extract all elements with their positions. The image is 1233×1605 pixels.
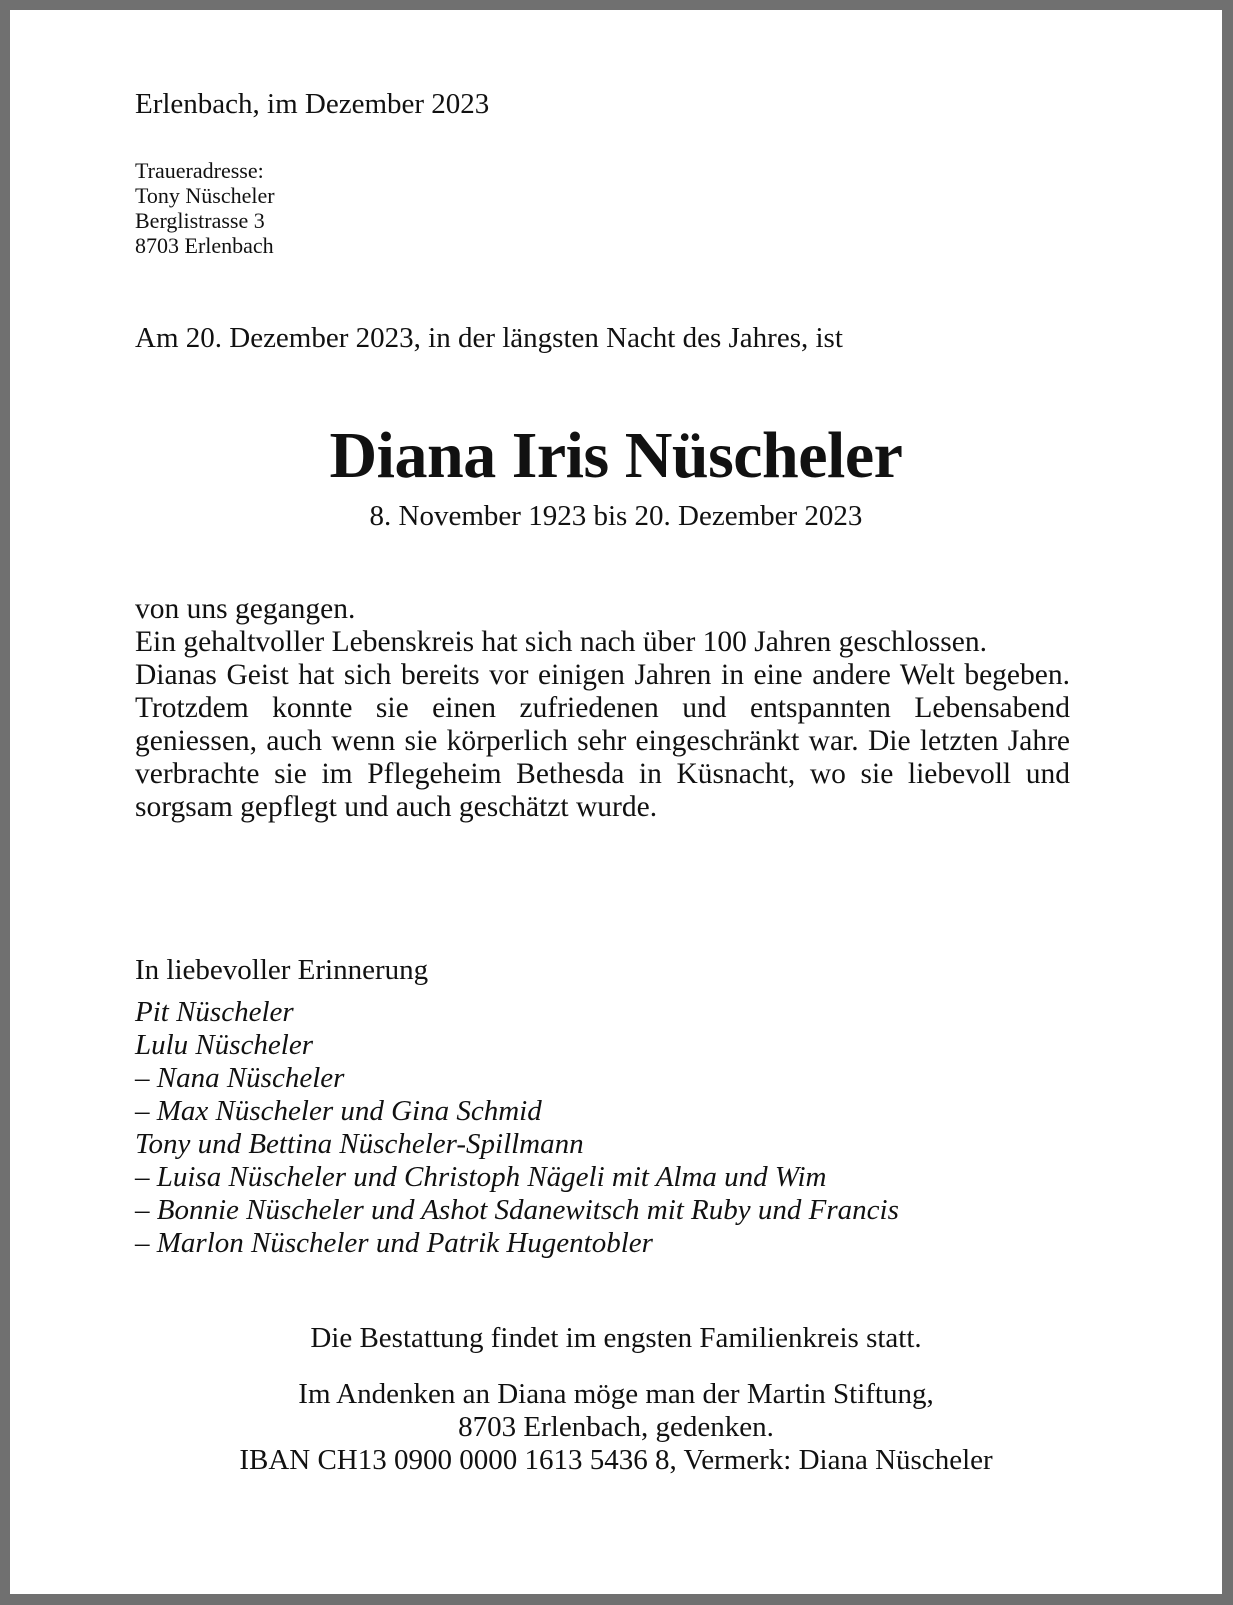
family-member: – Bonnie Nüscheler und Ashot Sdanewitsch mit Ruby und Francis: [135, 1194, 899, 1226]
place-date: Erlenbach, im Dezember 2023: [135, 88, 490, 120]
address-line: Berglistrasse 3: [135, 208, 265, 233]
donation-line: 8703 Erlenbach, gedenken.: [458, 1411, 774, 1443]
family-member: – Nana Nüscheler: [135, 1062, 345, 1094]
address-line: Traueradresse:: [135, 158, 264, 183]
family-member: Pit Nüscheler: [135, 996, 294, 1028]
family-member: – Luisa Nüscheler und Christoph Nägeli mit Alma und Wim: [135, 1161, 827, 1193]
body-paragraph: Ein gehaltvoller Lebenskreis hat sich nach über 100 Jahren geschlossen.: [135, 626, 987, 658]
intro-text: Am 20. Dezember 2023, in der längsten Nacht des Jahres, ist: [135, 322, 843, 354]
deceased-name: Diana Iris Nüscheler: [329, 419, 903, 492]
obituary-page: [10, 10, 1222, 1594]
burial-note: Die Bestattung findet im engsten Familienkreis statt.: [310, 1322, 922, 1354]
family-member: – Max Nüscheler und Gina Schmid: [135, 1095, 542, 1127]
address-line: 8703 Erlenbach: [135, 233, 274, 258]
family-member: – Marlon Nüscheler und Patrik Hugentobler: [135, 1227, 653, 1259]
donation-line: IBAN CH13 0900 0000 1613 5436 8, Vermerk: Diana Nüscheler: [239, 1444, 993, 1476]
family-member: Tony und Bettina Nüscheler-Spillmann: [135, 1128, 584, 1160]
donation-line: Im Andenken an Diana möge man der Martin Stiftung,: [298, 1378, 934, 1410]
life-dates: 8. November 1923 bis 20. Dezember 2023: [369, 500, 863, 532]
family-list: [135, 996, 899, 1260]
body-paragraph: Dianas Geist hat sich bereits vor einigen Jahren in eine andere Welt begeben. Trotzdem konnte sie einen zufriedenen und entspannten Lebensabend geniessen, auch wenn sie körperlich sehr eingeschränkt war. Die letzten Jahre verbrachte sie im Pflegeheim Bethesda in Küsnacht, wo sie liebevoll und sorgsam gepflegt und auch geschätzt wurde.: [135, 659, 1070, 823]
mourning-address: [135, 158, 275, 258]
memory-heading: In liebevoller Erinnerung: [135, 954, 429, 986]
family-member: Lulu Nüscheler: [135, 1029, 314, 1061]
donation-note: [10, 1378, 1222, 1477]
body-text: [135, 593, 1070, 824]
body-paragraph: von uns gegangen.: [135, 593, 356, 625]
address-line: Tony Nüscheler: [135, 183, 275, 208]
